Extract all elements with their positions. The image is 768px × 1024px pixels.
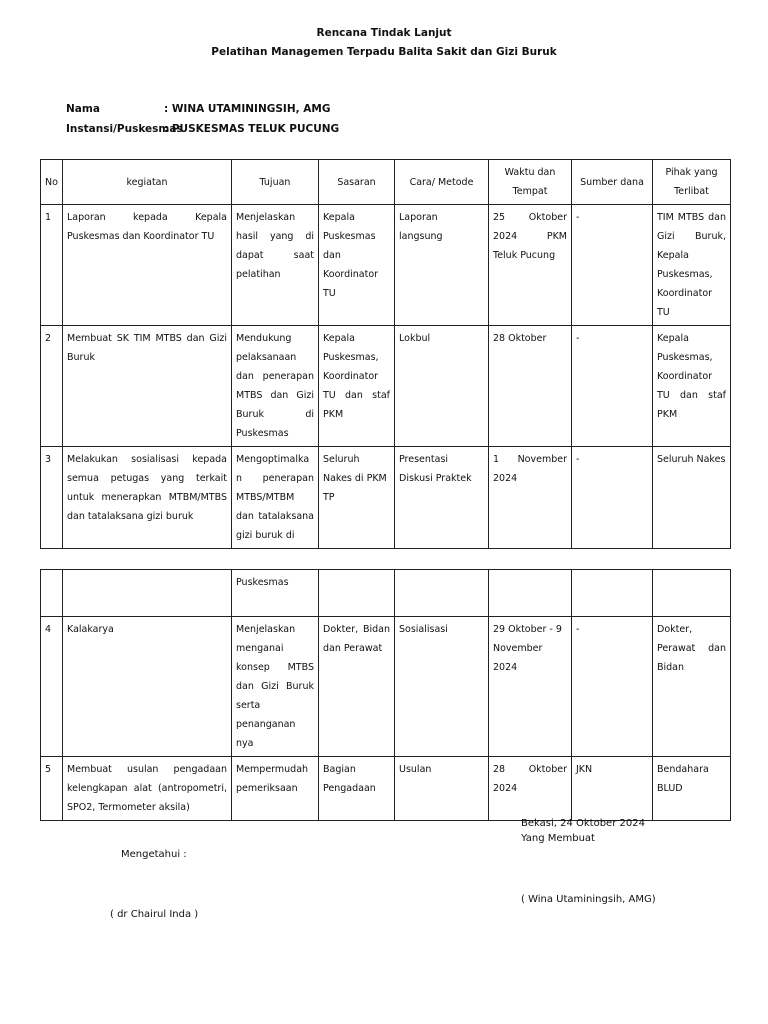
col-header-tujuan: Tujuan xyxy=(232,160,319,205)
col-header-waktu: Waktu dan Tempat xyxy=(489,160,572,205)
document-subtitle: Pelatihan Managemen Terpadu Balita Sakit dan Gizi Buruk xyxy=(211,46,557,58)
cell-pihak: Kepala Puskesmas, Koordinator TU dan staf PKM xyxy=(653,326,731,447)
cell-waktu: 29 Oktober - 9 November 2024 xyxy=(489,617,572,757)
cell-sasaran: Kepala Puskesmas dan Koordinator TU xyxy=(319,205,395,326)
table-row xyxy=(41,447,731,549)
col-header-pihak: Pihak yang Terlibat xyxy=(653,160,731,205)
name-label: Nama xyxy=(66,103,100,115)
cell-pihak: Dokter, Perawat dan Bidan xyxy=(653,617,731,757)
cell-metode: Laporan langsung xyxy=(395,205,489,326)
cell-sumber-dana: - xyxy=(572,447,653,549)
cell-waktu: 25 Oktober 2024 PKM Teluk Pucung xyxy=(489,205,572,326)
follow-up-table-page2 xyxy=(40,569,731,821)
cell-kegiatan: Membuat SK TIM MTBS dan Gizi Buruk xyxy=(63,326,232,447)
cell-sumber-dana: - xyxy=(572,205,653,326)
col-header-sasaran: Sasaran xyxy=(319,160,395,205)
signature-approver-label: Mengetahui : xyxy=(121,849,187,860)
cell-tujuan: Menjelaskan menganai konsep MTBS dan Gizi Buruk serta penanganan nya xyxy=(232,617,319,757)
cell-metode: Sosialisasi xyxy=(395,617,489,757)
document-title: Rencana Tindak Lanjut xyxy=(316,27,452,39)
table-row xyxy=(41,757,731,821)
institution-line xyxy=(66,123,339,135)
cell-pihak: TIM MTBS dan Gizi Buruk, Kepala Puskesmas, Koordinator TU xyxy=(653,205,731,326)
table-row xyxy=(41,326,731,447)
cell-kegiatan: Kalakarya xyxy=(63,617,232,757)
cell-pihak: Seluruh Nakes xyxy=(653,447,731,549)
col-header-metode: Cara/ Metode xyxy=(395,160,489,205)
col-header-no: No xyxy=(41,160,63,205)
name-value: : WINA UTAMININGSIH, AMG xyxy=(164,103,331,115)
signature-place-date: Bekasi, 24 Oktober 2024 xyxy=(521,818,645,829)
cell-no: 5 xyxy=(41,757,63,821)
cell-metode: Usulan xyxy=(395,757,489,821)
cell-kegiatan: Laporan kepada Kepala Puskesmas dan Koordinator TU xyxy=(63,205,232,326)
table-header-row xyxy=(41,160,731,205)
cell-waktu xyxy=(489,570,572,617)
signature-approver-name: ( dr Chairul Inda ) xyxy=(110,909,199,920)
cell-tujuan: Puskesmas xyxy=(232,570,319,617)
cell-no xyxy=(41,570,63,617)
cell-sumber-dana: - xyxy=(572,326,653,447)
cell-metode xyxy=(395,570,489,617)
signature-maker-name: ( Wina Utaminingsih, AMG) xyxy=(521,894,656,905)
cell-tujuan: Mengoptimalkan penerapan MTBS/MTBM dan tatalaksana gizi buruk di xyxy=(232,447,319,549)
cell-no: 2 xyxy=(41,326,63,447)
col-header-kegiatan: kegiatan xyxy=(63,160,232,205)
table-row xyxy=(41,205,731,326)
col-header-sumber-dana: Sumber dana xyxy=(572,160,653,205)
cell-sasaran xyxy=(319,570,395,617)
cell-sasaran: Bagian Pengadaan xyxy=(319,757,395,821)
cell-tujuan: Mempermudah pemeriksaan xyxy=(232,757,319,821)
cell-sasaran: Seluruh Nakes di PKM TP xyxy=(319,447,395,549)
cell-no: 3 xyxy=(41,447,63,549)
cell-tujuan: Menjelaskan hasil yang di dapat saat pelatihan xyxy=(232,205,319,326)
cell-no: 1 xyxy=(41,205,63,326)
table-row xyxy=(41,617,731,757)
cell-kegiatan: Melakukan sosialisasi kepada semua petugas yang terkait untuk menerapkan MTBM/MTBS dan tatalaksana gizi buruk xyxy=(63,447,232,549)
cell-waktu: 28 Oktober 2024 xyxy=(489,757,572,821)
cell-sumber-dana: - xyxy=(572,617,653,757)
cell-waktu: 1 November 2024 xyxy=(489,447,572,549)
cell-sumber-dana: JKN xyxy=(572,757,653,821)
follow-up-table-page1 xyxy=(40,159,731,549)
name-line xyxy=(66,103,330,115)
cell-kegiatan: Membuat usulan pengadaan kelengkapan alat (antropometri, SPO2, Termometer aksila) xyxy=(63,757,232,821)
cell-kegiatan xyxy=(63,570,232,617)
institution-label: Instansi/Puskesmas xyxy=(66,123,183,135)
cell-metode: Presentasi Diskusi Praktek xyxy=(395,447,489,549)
cell-pihak xyxy=(653,570,731,617)
cell-waktu: 28 Oktober xyxy=(489,326,572,447)
signature-maker-label: Yang Membuat xyxy=(521,833,595,844)
cell-sumber-dana xyxy=(572,570,653,617)
cell-tujuan: Mendukung pelaksanaan dan penerapan MTBS dan Gizi Buruk di Puskesmas xyxy=(232,326,319,447)
cell-metode: Lokbul xyxy=(395,326,489,447)
cell-no: 4 xyxy=(41,617,63,757)
cell-sasaran: Dokter, Bidan dan Perawat xyxy=(319,617,395,757)
institution-value: : PUSKESMAS TELUK PUCUNG xyxy=(164,123,340,135)
cell-sasaran: Kepala Puskesmas, Koordinator TU dan staf PKM xyxy=(319,326,395,447)
cell-pihak: Bendahara BLUD xyxy=(653,757,731,821)
table-row xyxy=(41,570,731,617)
